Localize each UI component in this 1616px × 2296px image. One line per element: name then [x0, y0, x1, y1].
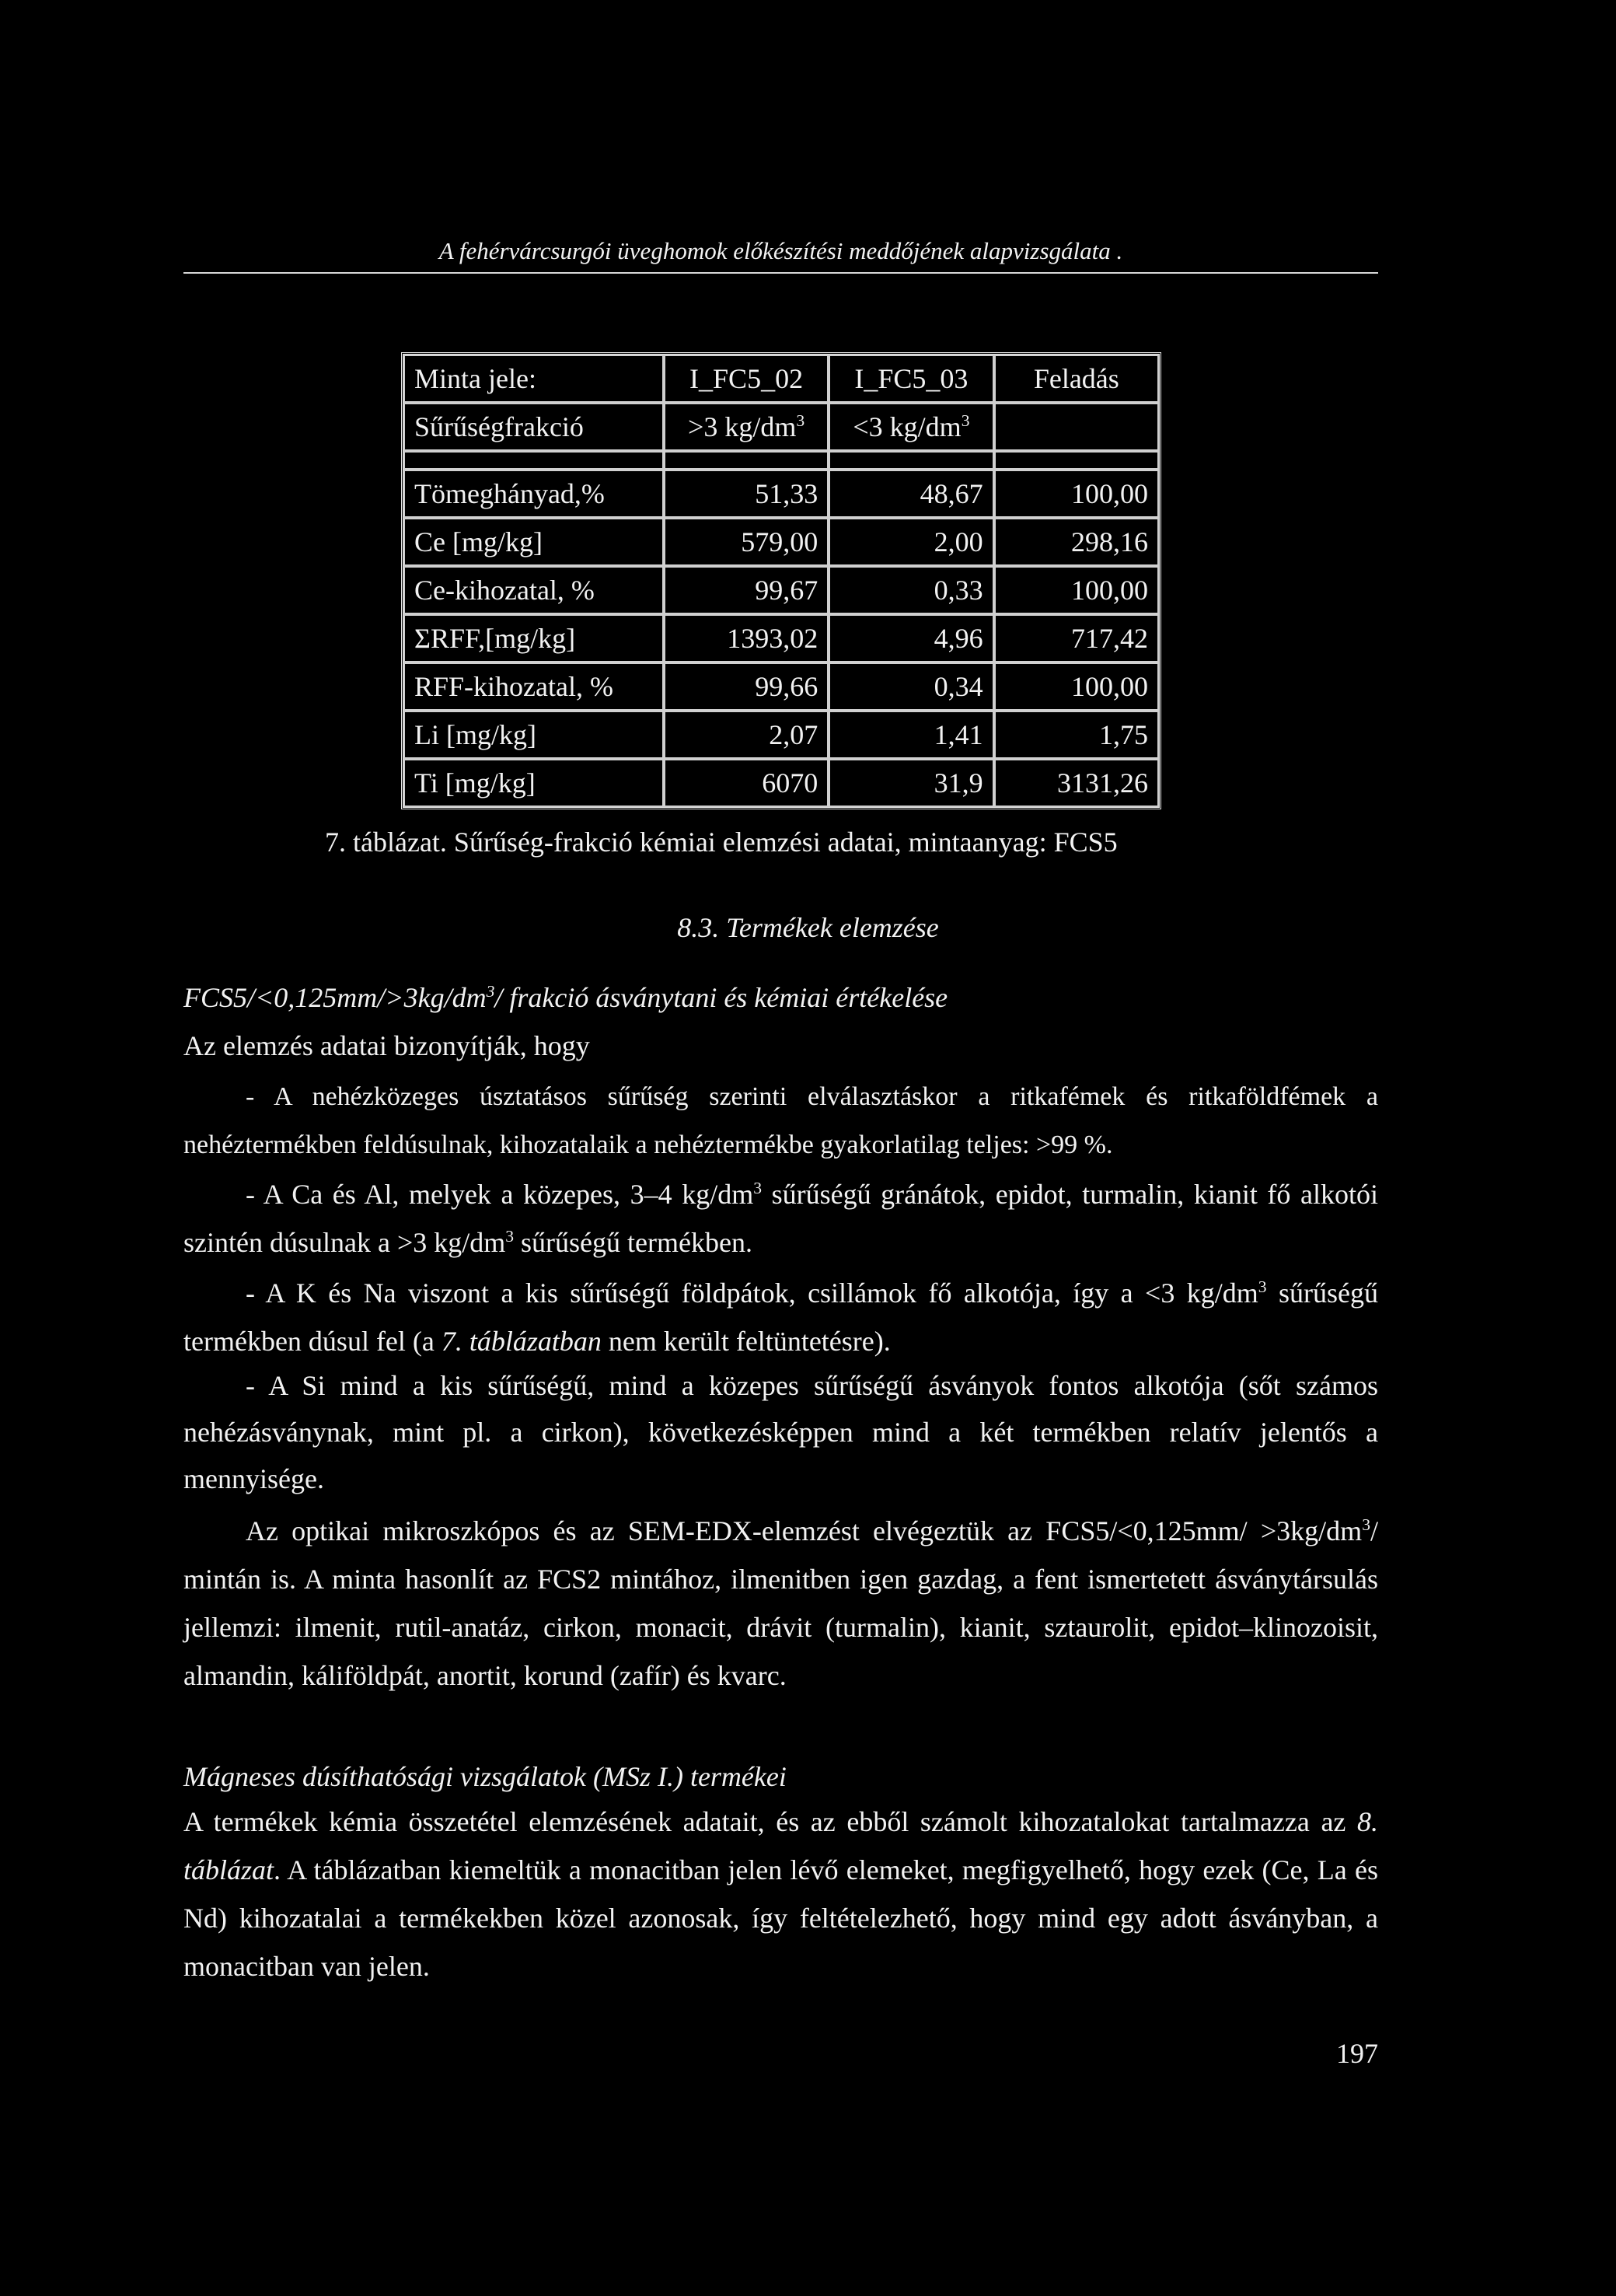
- density-fraction-table: [401, 352, 1161, 809]
- table-row: [403, 518, 1159, 566]
- table-cell: 579,00: [664, 518, 829, 566]
- header-rule: [183, 272, 1378, 274]
- table-cell: 100,00: [994, 470, 1159, 518]
- table-cell: 717,42: [994, 614, 1159, 662]
- table-row: [403, 614, 1159, 662]
- table-header-cell: Feladás: [994, 355, 1159, 403]
- table-cell: 0,34: [829, 662, 993, 711]
- table-cell: 100,00: [994, 662, 1159, 711]
- table-row: [403, 566, 1159, 614]
- table-cell-label: Sűrűségfrakció: [403, 403, 664, 451]
- table-cell: 2,07: [664, 711, 829, 759]
- table-cell: >3 $kg/dm^3$: [664, 403, 829, 451]
- table-header-row: [403, 355, 1159, 403]
- subheading-mineralogy: $FCS5/<0,125mm/>3kg/dm^3/$ frakció ásványtani és kémiai értékelése: [183, 982, 948, 1013]
- body-paragraph: Az optikai mikroszkópos és az SEM-EDX-elemzést elvégeztük az $FCS5/<0,125mm/ >3kg/dm^3/$ mintán is. A minta hasonlít az FCS2 mintához, ilmenitben igen gazdag, a fent ismertetett ásványtársulás jellemzi: ilmenit, rutil-anatáz, cirkon, monacit, drávit (turmalin), kianit, sztaurolit, epidot–klinozoisit, almandin, káliföldpát, anortit, korund (zafír) és kvarc.: [183, 1515, 1378, 1691]
- table-row: [403, 759, 1159, 807]
- table-cell: 1393,02: [664, 614, 829, 662]
- table-cell: 100,00: [994, 566, 1159, 614]
- table-cell-label: ΣRFF,[mg/kg]: [403, 614, 664, 662]
- table-caption: 7. táblázat. Sűrűség-frakció kémiai elemzési adatai, mintaanyag: FCS5: [325, 826, 1118, 858]
- table-cell-label: Tömeghányad,%: [403, 470, 664, 518]
- bullet-paragraph: - A Ca és Al, melyek a közepes, 3–4 $kg/dm^3$ sűrűségű gránátok, epidot, turmalin, kianit fő alkotói szintén dúsulnak a >3 $kg/dm^3$ sűrűségű termékben.: [183, 1179, 1378, 1258]
- table-spacer-row: [403, 451, 1159, 470]
- body-paragraph: A termékek kémia összetétel elemzésének adatait, és az ebből számolt kihozatalokat tartalmazza az 8. táblázat. A táblázatban kiemeltük a monacitban jelen lévő elemeket, megfigyelhető, hogy ezek (Ce, La és Nd) kihozatalai a termékekben közel azonosak, így feltételezhető, hogy mind egy adott ásványban, a monacitban van jelen.: [183, 1806, 1378, 1982]
- table-cell: 3131,26: [994, 759, 1159, 807]
- table-header-cell: I_FC5_03: [829, 355, 993, 403]
- table-cell-label: Ti [mg/kg]: [403, 759, 664, 807]
- intro-line: Az elemzés adatai bizonyítják, hogy: [183, 1030, 590, 1061]
- table-cell-label: Ce [mg/kg]: [403, 518, 664, 566]
- table-cell-label: Li [mg/kg]: [403, 711, 664, 759]
- table-cell: [994, 403, 1159, 451]
- table-row: [403, 470, 1159, 518]
- section-heading: 8.3. Termékek elemzése: [677, 912, 939, 943]
- bullet-paragraph: - A K és Na viszont a kis sűrűségű földpátok, csillámok fő alkotója, így a <3 $kg/dm^3$ sűrűségű termékben dúsul fel (a 7. táblázatban nem került feltüntetésre).: [183, 1277, 1378, 1357]
- page-number: 197: [1336, 2038, 1378, 2069]
- table-cell-label: RFF-kihozatal, %: [403, 662, 664, 711]
- table-cell: 99,66: [664, 662, 829, 711]
- table-cell-label: Ce-kihozatal, %: [403, 566, 664, 614]
- table-cell: 99,67: [664, 566, 829, 614]
- table-cell: 298,16: [994, 518, 1159, 566]
- table-header-cell: Minta jele:: [403, 355, 664, 403]
- table-cell: 2,00: [829, 518, 993, 566]
- table-row: [403, 711, 1159, 759]
- table-row: [403, 662, 1159, 711]
- table-cell: 4,96: [829, 614, 993, 662]
- table-cell: 51,33: [664, 470, 829, 518]
- table-header-cell: I_FC5_02: [664, 355, 829, 403]
- table-cell: 31,9: [829, 759, 993, 807]
- table-cell: <3 $kg/dm^3$: [829, 403, 993, 451]
- table-cell: 1,41: [829, 711, 993, 759]
- table-cell: 0,33: [829, 566, 993, 614]
- table-cell: 48,67: [829, 470, 993, 518]
- subheading-magnetic: Mágneses dúsíthatósági vizsgálatok (MSz I.) termékei: [183, 1761, 787, 1792]
- bullet-paragraph: - A Si mind a kis sűrűségű, mind a közepes sűrűségű ásványok fontos alkotója (sőt számos nehézásványnak, mint pl. a cirkon), következésképpen mind a két termékben relatív jelentős a mennyisége.: [183, 1370, 1378, 1494]
- table-cell: 6070: [664, 759, 829, 807]
- running-header: A fehérvárcsurgói üveghomok előkészítési meddőjének alapvizsgálata .: [438, 237, 1123, 264]
- table-cell: 1,75: [994, 711, 1159, 759]
- table-row: [403, 403, 1159, 451]
- bullet-paragraph: - A nehézközeges úsztatásos sűrűség szerinti elválasztáskor a ritkafémek és ritkaföldfémek a nehéztermékben feldúsulnak, kihozatalaik a nehéztermékbe gyakorlatilag teljes: >99 %.: [183, 1082, 1378, 1159]
